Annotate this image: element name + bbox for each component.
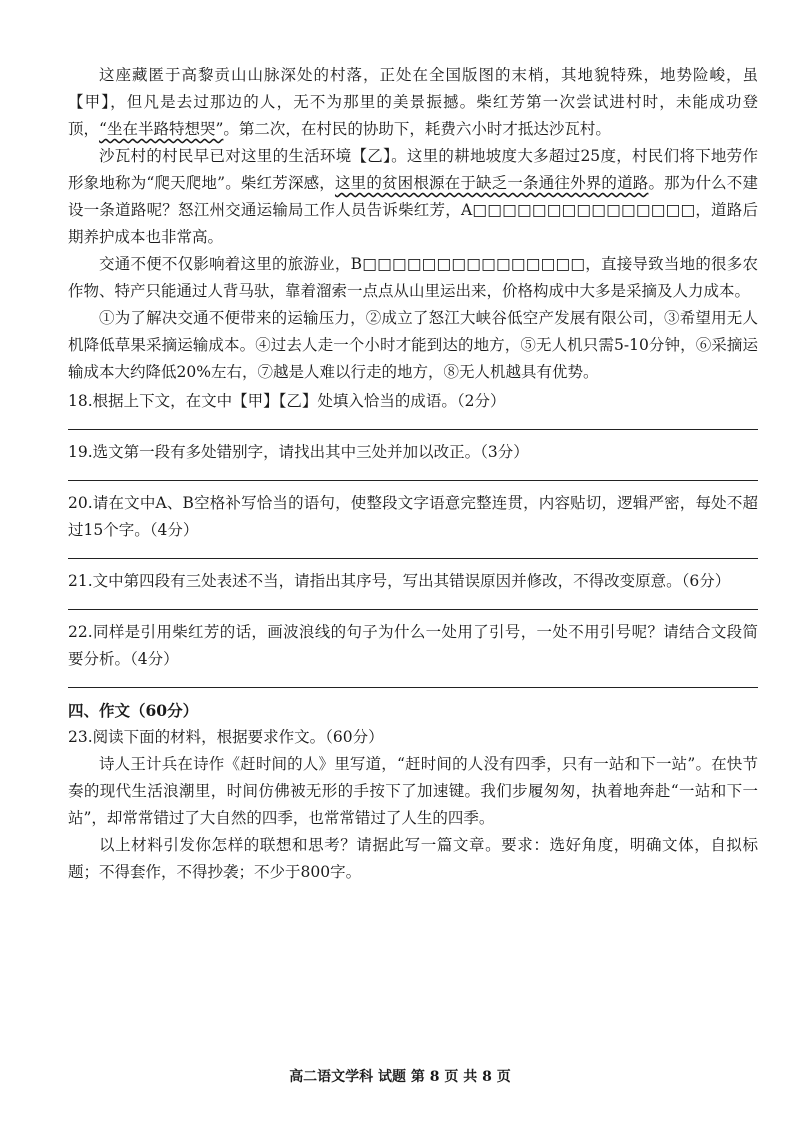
blank-a: □□□□□□□□□□□□□□□ <box>472 201 696 219</box>
question-23: 23.阅读下面的材料，根据要求作文。（60分） <box>68 728 384 746</box>
text-run: 交通不便不仅影响着这里的旅游业，B <box>99 255 362 273</box>
essay-material: 诗人王计兵在诗作《赶时间的人》里写道，“赶时间的人没有四季，只有一站和下一站”。在快节奏的现代生活浪潮里，时间仿佛被无形的手按下了加速键。我们步履匆匆，执着地奔赴“一站和下一站”，却常常错过了大自然的四季，也常常错过了人生的四季。 <box>68 755 758 827</box>
text-run: 这座藏匿于高黎贡山山脉深处的村落，正处在全国版图的末梢，其地貌特殊，地势险峻，虽 <box>99 66 758 84</box>
question-20: 20.请在文中A、B空格补写恰当的语句，使整段文字语意完整连贯，内容贴切，逻辑严密，每处不超过15个字。（4分） <box>68 494 758 539</box>
text-run: 。那为什么不建设一条道路呢？怒江州交通运输局工作人员告诉柴红芳，A <box>68 174 758 219</box>
blank-b: □□□□□□□□□□□□□□□ <box>361 255 586 273</box>
question-22: 22.同样是引用柴红芳的话，画波浪线的句子为什么一处用了引号，一处不用引号呢？请结合文段简要分析。（4分） <box>68 623 758 668</box>
text-run: 沙瓦村的村民早已对这里的生活环境 <box>99 147 352 165</box>
text-run: ，道路后期养护成本也非常高。 <box>68 201 758 246</box>
page-footer: 高二语文学科 试题 第 8 页 共 8 页 <box>289 1069 511 1085</box>
answer-line <box>68 673 758 688</box>
wavy-quote: “坐在半路特想哭” <box>99 120 224 138</box>
answer-line <box>68 595 758 610</box>
passage-paragraph-3 <box>68 251 758 305</box>
exam-page <box>68 62 758 886</box>
blank-yi: 【乙】 <box>351 147 392 165</box>
essay-requirement: 以上材料引发你怎样的联想和思考？请据此写一篇文章。要求：选好角度，明确文体，自拟标题；不得套作，不得抄袭；不少于800字。 <box>68 836 758 881</box>
section-title-essay: 四、作文（60分） <box>68 701 199 720</box>
text-run: ，直接导致当地的很多农作物、特产只能通过人背马驮，靠着溜索一点点从山里运出来，价格构成中大多是采摘及人力成本。 <box>68 255 758 300</box>
question-18: 18.根据上下文，在文中【甲】【乙】处填入恰当的成语。（2分） <box>68 392 506 410</box>
text-run: 。第二次，在村民的协助下，耗费六小时才抵达沙瓦村。 <box>223 120 611 138</box>
answer-line <box>68 415 758 430</box>
text-run: 。这里的耕地坡度大多超过25度，村民们将下地劳作形象地称为“爬天爬地”。柴红芳深感， <box>68 147 758 192</box>
question-21: 21.文中第四段有三处表述不当，请指出其序号，写出其错误原因并修改，不得改变原意。（6分） <box>68 572 731 590</box>
blank-jia: 【甲】 <box>68 93 111 111</box>
passage-paragraph-1 <box>68 62 758 143</box>
answer-line <box>68 466 758 481</box>
question-19: 19.选文第一段有多处错别字，请找出其中三处并加以改正。（3分） <box>68 443 529 461</box>
wavy-sentence: 这里的贫困根源在于缺乏一条通往外界的道路 <box>334 174 649 192</box>
passage-paragraph-2 <box>68 143 758 251</box>
answer-line <box>68 544 758 559</box>
text-run: ，但凡是去过那边的人，无不为那里的美景振撼。柴红芳第一次尝试进村时，未能成功登顶， <box>68 93 758 138</box>
passage-paragraph-4: ①为了解决交通不便带来的运输压力，②成立了怒江大峡谷低空产发展有限公司，③希望用无人机降低草果采摘运输成本。④过去人走一个小时才能到达的地方，⑤无人机只需5-10分钟，⑥采摘运输成本大约降低20%左右，⑦越是人难以行走的地方，⑧无人机越具有优势。 <box>68 309 758 381</box>
